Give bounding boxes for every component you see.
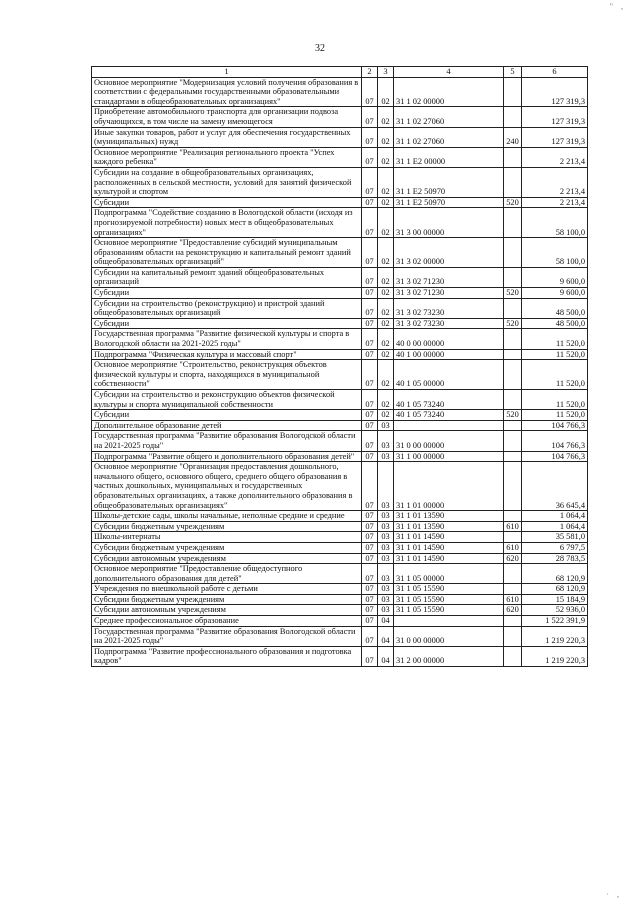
expense-type-code xyxy=(504,616,522,627)
section-code: 07 xyxy=(362,420,378,431)
subsection-code: 02 xyxy=(378,390,394,410)
target-article-code: 31 1 E2 50970 xyxy=(394,167,504,197)
table-row xyxy=(92,584,588,595)
expense-type-code xyxy=(504,238,522,268)
subsection-code: 03 xyxy=(378,521,394,532)
row-name: Основное мероприятие "Строительство, реконструкция объектов физической культуры и спорта, находящихся в муниципальной собственности" xyxy=(92,360,362,390)
subsection-code: 02 xyxy=(378,349,394,360)
section-code: 07 xyxy=(362,605,378,616)
subsection-code: 04 xyxy=(378,616,394,627)
subsection-code: 03 xyxy=(378,605,394,616)
target-article-code: 31 0 00 00000 xyxy=(394,626,504,646)
expense-type-code: 610 xyxy=(504,521,522,532)
table-row xyxy=(92,390,588,410)
row-name: Учреждения по внешкольной работе с детьми xyxy=(92,584,362,595)
table-row xyxy=(92,298,588,318)
expense-type-code xyxy=(504,390,522,410)
amount: 127 319,3 xyxy=(522,107,588,127)
subsection-code: 02 xyxy=(378,127,394,147)
subsection-code: 03 xyxy=(378,451,394,462)
row-name: Субсидии на строительство и реконструкцию объектов физической культуры и спорта муниципальной собственности xyxy=(92,390,362,410)
row-name: Подпрограмма "Развитие профессионального образования и подготовка кадров" xyxy=(92,646,362,666)
amount: 2 213,4 xyxy=(522,197,588,208)
amount: 68 120,9 xyxy=(522,584,588,595)
table-row xyxy=(92,605,588,616)
amount: 1 219 220,3 xyxy=(522,626,588,646)
row-name: Субсидии бюджетным учреждениям xyxy=(92,594,362,605)
amount: 9 600,0 xyxy=(522,288,588,299)
amount: 9 600,0 xyxy=(522,267,588,287)
section-code: 07 xyxy=(362,532,378,543)
section-code: 07 xyxy=(362,431,378,451)
amount: 58 100,0 xyxy=(522,208,588,238)
table-row xyxy=(92,626,588,646)
amount: 127 319,3 xyxy=(522,127,588,147)
header-cell: 1 xyxy=(92,67,362,78)
expense-type-code: 620 xyxy=(504,605,522,616)
target-article-code: 31 3 02 00000 xyxy=(394,238,504,268)
section-code: 07 xyxy=(362,360,378,390)
amount: 2 213,4 xyxy=(522,167,588,197)
subsection-code: 03 xyxy=(378,462,394,511)
amount: 11 520,0 xyxy=(522,349,588,360)
row-name: Основное мероприятие "Предоставление общедоступного дополнительного образования для детей" xyxy=(92,564,362,584)
amount: 104 766,3 xyxy=(522,451,588,462)
subsection-code: 02 xyxy=(378,167,394,197)
row-name: Субсидии на строительство (реконструкцию) и пристрой зданий общеобразовательных организаций xyxy=(92,298,362,318)
table-row xyxy=(92,288,588,299)
amount: 1 064,4 xyxy=(522,511,588,522)
section-code: 07 xyxy=(362,147,378,167)
row-name: Подпрограмма "Развитие общего и дополнительного образования детей" xyxy=(92,451,362,462)
expense-type-code: 520 xyxy=(504,318,522,329)
target-article-code: 31 1 01 14590 xyxy=(394,532,504,543)
subsection-code: 03 xyxy=(378,542,394,553)
table-row xyxy=(92,616,588,627)
amount: 48 500,0 xyxy=(522,298,588,318)
amount: 2 213,4 xyxy=(522,147,588,167)
target-article-code: 40 1 05 00000 xyxy=(394,360,504,390)
expense-type-code xyxy=(504,147,522,167)
target-article-code: 31 1 E2 00000 xyxy=(394,147,504,167)
row-name: Государственная программа "Развитие физической культуры и спорта в Вологодской области на 2021-2025 годы" xyxy=(92,329,362,349)
row-name: Среднее профессиональное образование xyxy=(92,616,362,627)
expense-type-code xyxy=(504,167,522,197)
expense-type-code xyxy=(504,360,522,390)
expense-type-code xyxy=(504,431,522,451)
subsection-code: 02 xyxy=(378,208,394,238)
row-name: Основное мероприятие "Предоставление субсидий муниципальным образованиям области на реконструкцию и капитальный ремонт зданий общеобразовательных организаций" xyxy=(92,238,362,268)
row-name: Подпрограмма "Содействие созданию в Вологодской области (исходя из прогнозируемой потребности) новых мест в общеобразовательных организациях" xyxy=(92,208,362,238)
amount: 58 100,0 xyxy=(522,238,588,268)
subsection-code: 02 xyxy=(378,197,394,208)
target-article-code: 31 1 05 00000 xyxy=(394,564,504,584)
row-name: Государственная программа "Развитие образования Вологодской области на 2021-2025 годы" xyxy=(92,626,362,646)
target-article-code: 31 1 00 00000 xyxy=(394,451,504,462)
row-name: Субсидии xyxy=(92,288,362,299)
header-cell: 4 xyxy=(394,67,504,78)
section-code: 07 xyxy=(362,410,378,421)
target-article-code: 31 1 02 00000 xyxy=(394,77,504,107)
expense-type-code xyxy=(504,462,522,511)
table-row xyxy=(92,420,588,431)
subsection-code: 04 xyxy=(378,626,394,646)
section-code: 07 xyxy=(362,616,378,627)
section-code: 07 xyxy=(362,462,378,511)
row-name: Субсидии бюджетным учреждениям xyxy=(92,521,362,532)
expense-type-code xyxy=(504,532,522,543)
expense-type-code xyxy=(504,626,522,646)
section-code: 07 xyxy=(362,127,378,147)
section-code: 07 xyxy=(362,584,378,595)
target-article-code xyxy=(394,420,504,431)
section-code: 07 xyxy=(362,288,378,299)
section-code: 07 xyxy=(362,167,378,197)
section-code: 07 xyxy=(362,542,378,553)
row-name: Субсидии автономным учреждениям xyxy=(92,605,362,616)
subsection-code: 03 xyxy=(378,511,394,522)
row-name: Дополнительное образование детей xyxy=(92,420,362,431)
section-code: 07 xyxy=(362,238,378,268)
header-cell: 3 xyxy=(378,67,394,78)
table-row xyxy=(92,594,588,605)
expense-type-code xyxy=(504,564,522,584)
table-row xyxy=(92,542,588,553)
target-article-code: 31 1 02 27060 xyxy=(394,127,504,147)
subsection-code: 02 xyxy=(378,298,394,318)
expense-type-code xyxy=(504,267,522,287)
amount: 48 500,0 xyxy=(522,318,588,329)
expense-type-code xyxy=(504,451,522,462)
expense-type-code: 520 xyxy=(504,288,522,299)
table-row xyxy=(92,553,588,564)
target-article-code: 31 0 00 00000 xyxy=(394,431,504,451)
section-code: 07 xyxy=(362,197,378,208)
amount: 52 936,0 xyxy=(522,605,588,616)
target-article-code: 31 1 E2 50970 xyxy=(394,197,504,208)
amount: 28 783,5 xyxy=(522,553,588,564)
subsection-code: 02 xyxy=(378,147,394,167)
expense-type-code xyxy=(504,77,522,107)
expense-type-code xyxy=(504,646,522,666)
subsection-code: 03 xyxy=(378,420,394,431)
amount: 127 319,3 xyxy=(522,77,588,107)
target-article-code: 31 1 05 15590 xyxy=(394,605,504,616)
subsection-code: 02 xyxy=(378,410,394,421)
row-name: Иные закупки товаров, работ и услуг для обеспечения государственных (муниципальных) нужд xyxy=(92,127,362,147)
expense-type-code xyxy=(504,107,522,127)
amount: 104 766,3 xyxy=(522,431,588,451)
expense-type-code: 610 xyxy=(504,594,522,605)
subsection-code: 02 xyxy=(378,267,394,287)
corner-mark: " , xyxy=(609,2,626,11)
row-name: Субсидии xyxy=(92,197,362,208)
amount: 68 120,9 xyxy=(522,564,588,584)
row-name: Приобретение автомобильного транспорта для организации подвоза обучающихся, в том числе на замену имеющегося xyxy=(92,107,362,127)
expense-type-code xyxy=(504,584,522,595)
table-row xyxy=(92,431,588,451)
expense-type-code: 520 xyxy=(504,410,522,421)
table-row xyxy=(92,107,588,127)
target-article-code: 40 0 00 00000 xyxy=(394,329,504,349)
table-row xyxy=(92,147,588,167)
table-header-row xyxy=(92,67,588,78)
amount: 36 645,4 xyxy=(522,462,588,511)
subsection-code: 03 xyxy=(378,553,394,564)
target-article-code: 31 1 05 15590 xyxy=(394,584,504,595)
section-code: 07 xyxy=(362,594,378,605)
target-article-code: 31 1 01 13590 xyxy=(394,511,504,522)
header-cell: 5 xyxy=(504,67,522,78)
table-row xyxy=(92,511,588,522)
subsection-code: 03 xyxy=(378,431,394,451)
target-article-code: 31 1 01 13590 xyxy=(394,521,504,532)
expense-type-code: 620 xyxy=(504,553,522,564)
row-name: Школы-интернаты xyxy=(92,532,362,543)
expense-type-code: 610 xyxy=(504,542,522,553)
table-row xyxy=(92,238,588,268)
amount: 15 184,9 xyxy=(522,594,588,605)
header-cell: 2 xyxy=(362,67,378,78)
table-row xyxy=(92,462,588,511)
table-row xyxy=(92,267,588,287)
row-name: Основное мероприятие "Реализация регионального проекта "Успех каждого ребенка" xyxy=(92,147,362,167)
target-article-code: 31 3 02 73230 xyxy=(394,298,504,318)
section-code: 07 xyxy=(362,564,378,584)
subsection-code: 02 xyxy=(378,238,394,268)
subsection-code: 03 xyxy=(378,532,394,543)
page-number: 32 xyxy=(315,43,325,54)
row-name: Субсидии на создание в общеобразовательных организациях, расположенных в сельской местности, условий для занятий физической культурой и спортом xyxy=(92,167,362,197)
target-article-code: 31 1 02 27060 xyxy=(394,107,504,127)
table-row xyxy=(92,197,588,208)
amount: 11 520,0 xyxy=(522,390,588,410)
subsection-code: 02 xyxy=(378,77,394,107)
table-row xyxy=(92,127,588,147)
section-code: 07 xyxy=(362,298,378,318)
subsection-code: 03 xyxy=(378,594,394,605)
amount: 6 797,5 xyxy=(522,542,588,553)
subsection-code: 02 xyxy=(378,288,394,299)
row-name: Субсидии бюджетным учреждениям xyxy=(92,542,362,553)
table-row xyxy=(92,564,588,584)
table-row xyxy=(92,349,588,360)
target-article-code: 31 1 01 14590 xyxy=(394,542,504,553)
section-code: 07 xyxy=(362,451,378,462)
table-row xyxy=(92,167,588,197)
table-row xyxy=(92,77,588,107)
section-code: 07 xyxy=(362,349,378,360)
section-code: 07 xyxy=(362,511,378,522)
target-article-code: 40 1 05 73240 xyxy=(394,390,504,410)
section-code: 07 xyxy=(362,208,378,238)
target-article-code: 31 1 01 00000 xyxy=(394,462,504,511)
expense-type-code: 520 xyxy=(504,197,522,208)
row-name: Государственная программа "Развитие образования Вологодской области на 2021-2025 годы" xyxy=(92,431,362,451)
target-article-code: 40 1 05 73240 xyxy=(394,410,504,421)
section-code: 07 xyxy=(362,329,378,349)
subsection-code: 02 xyxy=(378,329,394,349)
subsection-code: 04 xyxy=(378,646,394,666)
table-row xyxy=(92,521,588,532)
table-row xyxy=(92,329,588,349)
table-row xyxy=(92,318,588,329)
table-row xyxy=(92,646,588,666)
section-code: 07 xyxy=(362,267,378,287)
target-article-code: 31 1 05 15590 xyxy=(394,594,504,605)
row-name: Субсидии xyxy=(92,410,362,421)
section-code: 07 xyxy=(362,77,378,107)
expense-type-code xyxy=(504,511,522,522)
subsection-code: 03 xyxy=(378,564,394,584)
expense-type-code: 240 xyxy=(504,127,522,147)
corner-mark: · , xyxy=(606,890,622,899)
amount: 104 766,3 xyxy=(522,420,588,431)
budget-table xyxy=(91,66,588,667)
target-article-code: 31 2 00 00000 xyxy=(394,646,504,666)
amount: 11 520,0 xyxy=(522,410,588,421)
section-code: 07 xyxy=(362,553,378,564)
target-article-code xyxy=(394,616,504,627)
expense-type-code xyxy=(504,208,522,238)
section-code: 07 xyxy=(362,390,378,410)
row-name: Субсидии автономным учреждениям xyxy=(92,553,362,564)
table-row xyxy=(92,451,588,462)
row-name: Субсидии на капитальный ремонт зданий общеобразовательных организаций xyxy=(92,267,362,287)
section-code: 07 xyxy=(362,318,378,329)
subsection-code: 02 xyxy=(378,318,394,329)
table-row xyxy=(92,532,588,543)
section-code: 07 xyxy=(362,626,378,646)
expense-type-code xyxy=(504,420,522,431)
target-article-code: 31 3 02 71230 xyxy=(394,267,504,287)
target-article-code: 31 3 02 73230 xyxy=(394,318,504,329)
target-article-code: 31 3 02 71230 xyxy=(394,288,504,299)
row-name: Школы-детские сады, школы начальные, неполные средние и средние xyxy=(92,511,362,522)
subsection-code: 02 xyxy=(378,360,394,390)
expense-type-code xyxy=(504,329,522,349)
amount: 35 581,0 xyxy=(522,532,588,543)
amount: 1 219 220,3 xyxy=(522,646,588,666)
table-row xyxy=(92,360,588,390)
target-article-code: 31 3 00 00000 xyxy=(394,208,504,238)
amount: 11 520,0 xyxy=(522,329,588,349)
header-cell: 6 xyxy=(522,67,588,78)
row-name: Основное мероприятие "Организация предоставления дошкольного, начального общего, основного общего, среднего общего образования в частных дошкольных, муниципальных и государственных образовательных организациях, а также дополнительного образования в общеобразовательных организациях" xyxy=(92,462,362,511)
section-code: 07 xyxy=(362,521,378,532)
subsection-code: 03 xyxy=(378,584,394,595)
section-code: 07 xyxy=(362,107,378,127)
amount: 1 522 391,9 xyxy=(522,616,588,627)
section-code: 07 xyxy=(362,646,378,666)
expense-type-code xyxy=(504,298,522,318)
row-name: Субсидии xyxy=(92,318,362,329)
row-name: Подпрограмма "Физическая культура и массовый спорт" xyxy=(92,349,362,360)
amount: 11 520,0 xyxy=(522,360,588,390)
table-row xyxy=(92,208,588,238)
subsection-code: 02 xyxy=(378,107,394,127)
table-row xyxy=(92,410,588,421)
amount: 1 064,4 xyxy=(522,521,588,532)
row-name: Основное мероприятие "Модернизация условий получения образования в соответствии с федеральными государственными образовательными стандартами в общеобразовательных организациях" xyxy=(92,77,362,107)
target-article-code: 31 1 01 14590 xyxy=(394,553,504,564)
target-article-code: 40 1 00 00000 xyxy=(394,349,504,360)
expense-type-code xyxy=(504,349,522,360)
